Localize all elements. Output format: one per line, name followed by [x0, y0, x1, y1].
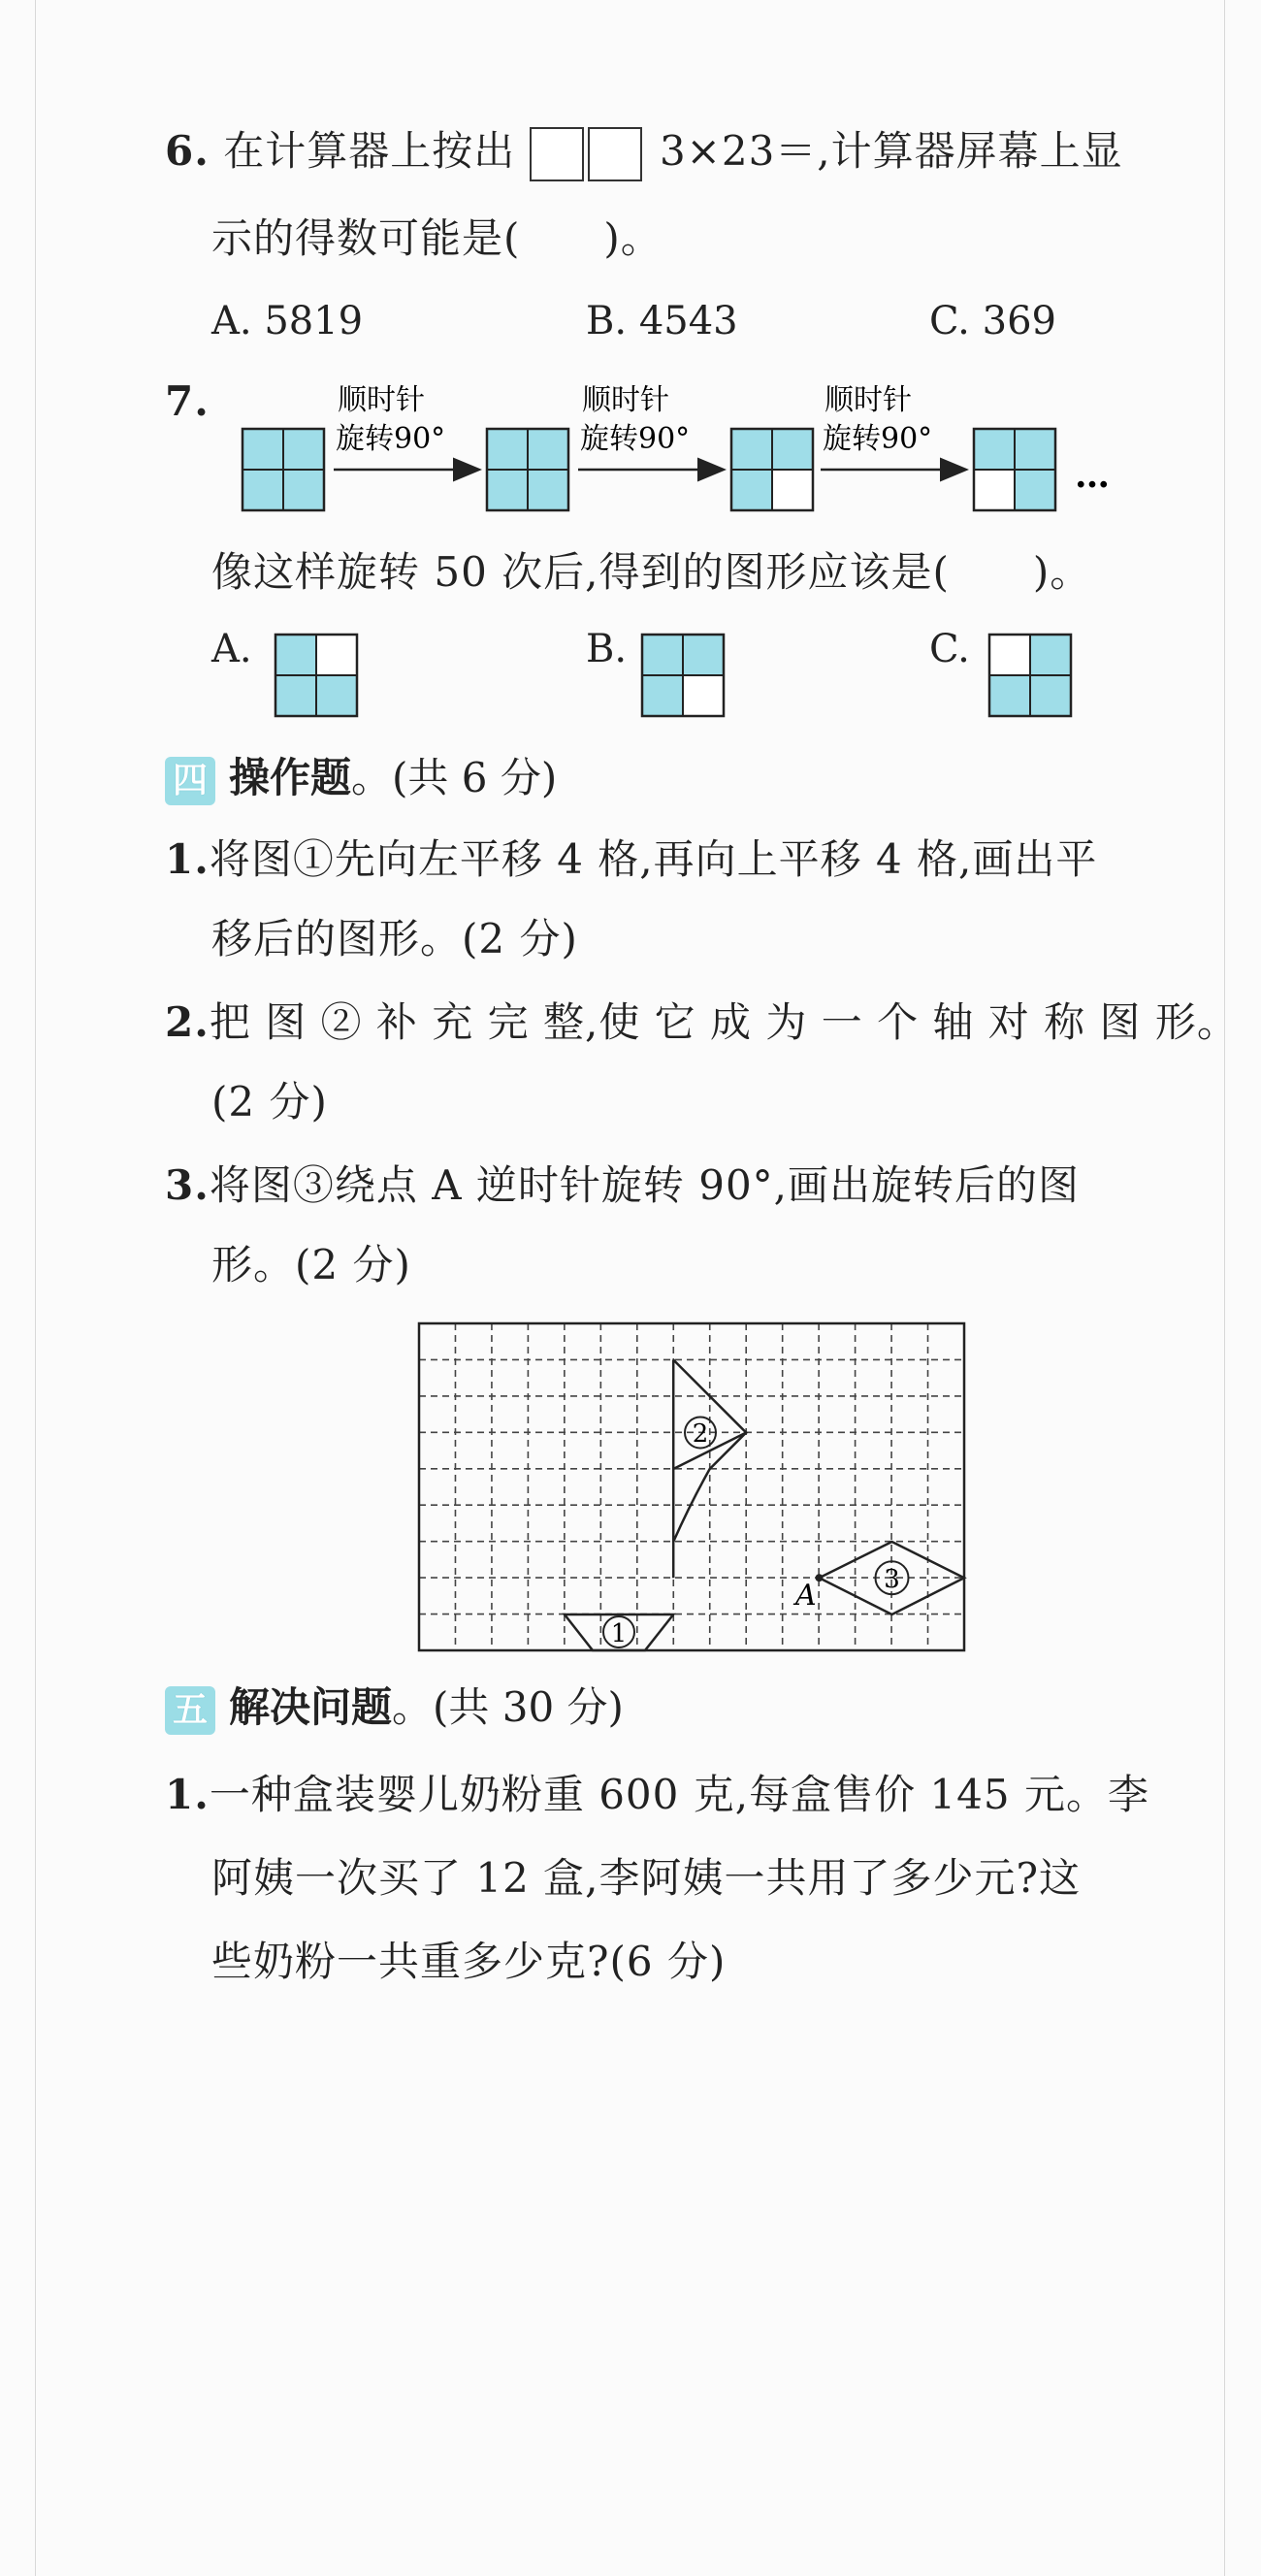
blank-box-1[interactable] — [530, 127, 584, 181]
arrow2-label-line2: 旋转90° — [580, 422, 691, 456]
section5-header — [165, 1680, 624, 1735]
section4-header — [165, 751, 557, 805]
s5-item1-number: 1. — [165, 1771, 210, 1818]
rotation-square-4 — [974, 429, 1055, 510]
arrow3-label-line2: 旋转90° — [823, 422, 933, 456]
shape2-label: 2 — [692, 1419, 709, 1449]
section4-title: 操作题 — [229, 754, 352, 801]
s4-item1-line1 — [165, 832, 1097, 887]
option-a-figure[interactable] — [274, 633, 359, 718]
ellipsis: … — [1075, 455, 1110, 496]
q6-line2: 示的得数可能是( )。 — [211, 214, 663, 262]
section5-title: 解决问题 — [229, 1683, 393, 1731]
s4-item2-line1 — [165, 995, 1239, 1050]
s4-item3-line1 — [165, 1158, 1080, 1213]
s4-item1-number: 1. — [165, 835, 210, 883]
option-b-figure[interactable] — [640, 633, 726, 718]
rotation-sequence-figure — [233, 378, 1145, 524]
option-c-figure[interactable] — [987, 633, 1073, 718]
option-a-label: A. — [211, 299, 252, 343]
q6-line1 — [165, 124, 1123, 181]
q6-text-after: 3×23＝,计算器屏幕上显 — [659, 127, 1123, 175]
section5-badge: 五 — [165, 1686, 215, 1735]
q6-number: 6. — [165, 127, 210, 175]
blank-box-2[interactable] — [588, 127, 642, 181]
shape3-label: 3 — [884, 1565, 900, 1594]
option-a-value: 5819 — [264, 299, 364, 343]
q6-text-before: 在计算器上按出 — [223, 127, 516, 175]
section4-score: 。(共 6 分) — [351, 754, 558, 801]
arrow3-label-line1: 顺时针 — [824, 383, 912, 417]
s4-item2-line2: (2 分) — [211, 1078, 328, 1125]
transformation-grid[interactable] — [417, 1321, 970, 1657]
s5-item1-line1 — [165, 1768, 1149, 1822]
q7-option-c[interactable] — [929, 625, 970, 673]
s5-item1-text: 一种盒装婴儿奶粉重 600 克,每盒售价 145 元。李 — [209, 1771, 1149, 1818]
q7-number-text: 7. — [165, 377, 210, 425]
s4-item2-number: 2. — [165, 998, 210, 1046]
q6-option-b[interactable] — [586, 297, 738, 345]
rotation-square-3 — [731, 429, 813, 510]
q7-option-b[interactable] — [586, 625, 627, 673]
rotation-square-1 — [242, 429, 324, 510]
point-a-label: A — [795, 1579, 817, 1613]
q6-option-c[interactable] — [929, 297, 1056, 345]
q7-number — [165, 375, 210, 429]
option-b-label: B. — [586, 299, 628, 343]
arrow2-label-line1: 顺时针 — [582, 383, 669, 417]
rotation-square-2 — [487, 429, 568, 510]
option-c-label: C. — [929, 627, 970, 671]
q6-option-a[interactable] — [211, 297, 363, 345]
shape1-label: 1 — [610, 1619, 628, 1648]
q7-option-a[interactable] — [211, 625, 252, 673]
s4-item2-text: 把 图 ② 补 充 完 整,使 它 成 为 一 个 轴 对 称 图 形。 — [209, 998, 1239, 1046]
grid-lines — [419, 1323, 964, 1650]
right-margin-line — [1224, 0, 1225, 2576]
arrow1-label-line2: 旋转90° — [336, 422, 446, 456]
option-b-label: B. — [586, 627, 628, 671]
s4-item1-line2: 移后的图形。(2 分) — [211, 915, 578, 962]
option-a-label: A. — [211, 627, 252, 671]
s4-item3-text: 将图③绕点 A 逆时针旋转 90°,画出旋转后的图 — [209, 1161, 1081, 1209]
s5-item1-line3: 些奶粉一共重多少克?(6 分) — [211, 1938, 727, 1985]
section4-badge: 四 — [165, 757, 215, 805]
s4-item1-text: 将图①先向左平移 4 格,再向上平移 4 格,画出平 — [209, 835, 1098, 883]
arrow1-label-line1: 顺时针 — [338, 383, 425, 417]
section5-score: 。(共 30 分) — [392, 1683, 624, 1731]
option-b-value: 4543 — [638, 299, 738, 343]
s4-item3-line2: 形。(2 分) — [211, 1241, 411, 1288]
option-c-label: C. — [929, 299, 970, 343]
s5-item1-line2: 阿姨一次买了 12 盒,李阿姨一共用了多少元?这 — [211, 1854, 1082, 1902]
point-a-dot — [816, 1574, 824, 1581]
left-margin-line — [35, 0, 36, 2576]
grid-border — [419, 1323, 964, 1650]
q7-question: 像这样旋转 50 次后,得到的图形应该是( )。 — [211, 548, 1092, 596]
s4-item3-number: 3. — [165, 1161, 210, 1209]
option-c-value: 369 — [982, 299, 1056, 343]
